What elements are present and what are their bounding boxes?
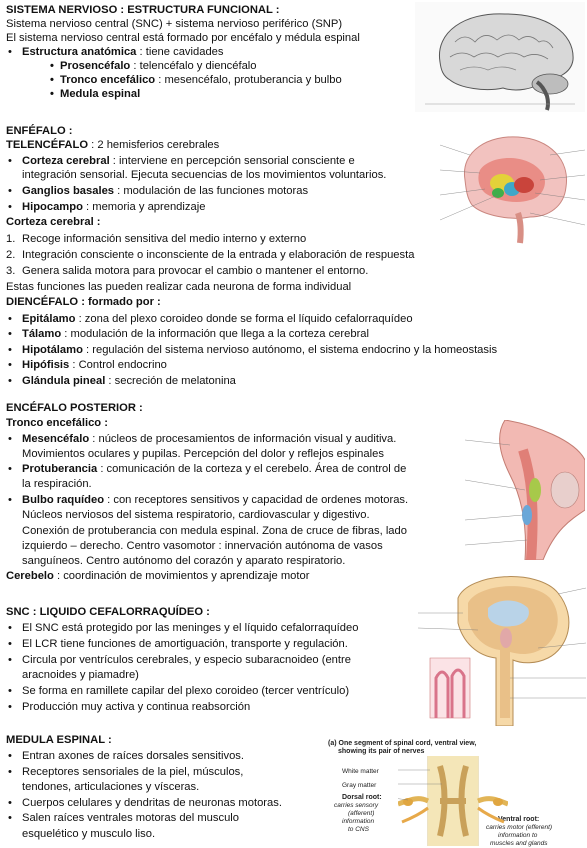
term: Cerebelo xyxy=(6,570,54,582)
text-line: Estas funciones las pueden realizar cada neurona de forma individual xyxy=(6,281,352,293)
item-text: Integración consciente o inconsciente de la entrada y elaboración de respuesta xyxy=(22,249,415,261)
definition: : 2 hemisferios cerebrales xyxy=(88,139,220,151)
bullet-item: • Receptores sensoriales de la piel, músculos, xyxy=(6,765,243,779)
text-continuation: la respiración. xyxy=(22,478,92,490)
bullet-item: • Entran axones de raíces dorsales sensitivos. xyxy=(6,749,244,763)
brain-sagittal-figure xyxy=(415,2,585,112)
text-continuation: izquierdo – derecho. Centro vasomotor : innervación autónoma de vasos xyxy=(22,540,383,552)
text-continuation: aracnoides y piamadre) xyxy=(22,669,139,681)
text-line xyxy=(6,569,309,583)
brainstem-figure xyxy=(465,420,585,560)
text-continuation: Núcleos nerviosos del sistema respiratorio, cardiovascular y digestivo. xyxy=(22,509,370,521)
definition: : modulación de la información que llega a la corteza cerebral xyxy=(61,328,370,340)
label-white-matter: White matter xyxy=(342,768,379,775)
term: Bulbo raquídeo xyxy=(22,494,105,506)
term: Corteza cerebral xyxy=(22,155,110,167)
definition: : Control endocrino xyxy=(69,359,167,371)
figure-title-line2: showing its pair of nerves xyxy=(338,748,425,755)
term: Tronco encefálico xyxy=(60,74,156,86)
term: Hipocampo xyxy=(22,201,83,213)
bullet-item: • Salen raíces ventrales motoras del musculo xyxy=(6,811,239,825)
brain-basal-ganglia-figure xyxy=(440,125,585,250)
term: Mesencéfalo xyxy=(22,433,90,445)
bullet-item: • Circula por ventrículos cerebrales, y especio subaracnoideo (entre xyxy=(6,653,351,667)
bullet-item xyxy=(6,200,205,214)
text-line xyxy=(6,138,219,152)
definition: : zona del plexo coroideo donde se forma el líquido cefalorraquídeo xyxy=(75,313,413,325)
item-text: Genera salida motora para provocar el cambio o mantener el entorno. xyxy=(22,265,369,277)
bullet-item: • El LCR tiene funciones de amortiguación, transporte y regulación. xyxy=(6,637,348,651)
definition: : modulación de las funciones motoras xyxy=(114,185,309,197)
bullet-item xyxy=(6,184,308,198)
label-ventral-root: Ventral root: xyxy=(498,816,540,823)
term: Prosencéfalo xyxy=(60,60,131,72)
sub-bullet-item xyxy=(50,87,140,101)
text-line: Sistema nervioso central (SNC) + sistema nervioso periférico (SNP) xyxy=(6,18,343,30)
definition: : mesencéfalo, protuberancia y bulbo xyxy=(155,74,342,86)
bullet-item xyxy=(6,432,396,446)
spinal-cord-drawing xyxy=(398,756,508,846)
bullet-item: • Se forma en ramillete capilar del plexo coroideo (tercer ventrículo) xyxy=(6,684,349,698)
bullet-item xyxy=(6,374,236,388)
numbered-item: 2. Integración consciente o inconsciente de la entrada y elaboración de respuesta xyxy=(6,249,415,261)
text-line: El sistema nervioso central está formado por encéfalo y médula espinal xyxy=(6,32,360,44)
definition: : núcleos de procesamientos de información visual y auditiva. xyxy=(89,433,397,445)
definition: : tiene cavidades xyxy=(136,46,224,58)
definition: : memoria y aprendizaje xyxy=(82,201,206,213)
text-continuation: Movimientos oculares y pupilas. Percepción del dolor y reflejos espinales xyxy=(22,448,384,460)
numbered-item: 3. Genera salida motora para provocar el cambio o mantener el entorno. xyxy=(6,265,369,277)
label-ventral-root-desc: information to xyxy=(498,832,538,839)
term: Ganglios basales xyxy=(22,185,115,197)
label-dorsal-root: Dorsal root: xyxy=(342,794,382,801)
definition: : secreción de melatonina xyxy=(105,375,236,387)
label-dorsal-root-desc: carries sensory xyxy=(334,802,379,809)
item-text: Recoge información sensitiva del medio interno y externo xyxy=(22,233,307,245)
definition: : regulación del sistema nervioso autónomo, el sistema endocrino y la homeostasis xyxy=(82,344,498,356)
section-title-sistema-nervioso: SISTEMA NERVIOSO : ESTRUCTURA FUNCIONAL : xyxy=(6,4,280,16)
sub-bullet-item xyxy=(50,59,257,73)
term: TELENCÉFALO xyxy=(6,139,89,151)
bullet-item xyxy=(6,493,408,507)
section-title-medula-espinal: MEDULA ESPINAL : xyxy=(6,734,112,746)
text-continuation: sanguíneos. Centro autónomo del corazón y aparato respiratorio. xyxy=(22,555,346,567)
definition: : interviene en percepción sensorial consciente e xyxy=(109,155,355,167)
text-continuation: tendones, articulaciones y vísceras. xyxy=(22,781,200,793)
spinal-cord-figure xyxy=(328,740,586,848)
bullet-item xyxy=(6,358,167,372)
subheading: Corteza cerebral : xyxy=(6,216,101,228)
definition: : telencéfalo y diencéfalo xyxy=(130,60,257,72)
bullet-item: • Producción muy activa y continua reabsorción xyxy=(6,700,250,714)
section-title-lcr: SNC : LIQUIDO CEFALORRAQUÍDEO : xyxy=(6,606,210,618)
bullet-item xyxy=(6,45,223,59)
term: Hipófisis xyxy=(22,359,70,371)
subheading-diencefalo: DIENCÉFALO : formado por : xyxy=(6,296,161,308)
term: Epitálamo xyxy=(22,313,76,325)
text-continuation: integración sensorial. Ejecuta secuencias de los movimientos voluntarios. xyxy=(22,169,387,181)
bullet-item: • El SNC está protegido por las meninges y el líquido cefalorraquídeo xyxy=(6,621,358,635)
section-title-encefalo: ENFÉFALO : xyxy=(6,125,73,137)
bullet-item xyxy=(6,462,406,476)
label-dorsal-root-desc: to CNS xyxy=(348,826,369,833)
term: Hipotálamo xyxy=(22,344,83,356)
label-gray-matter: Gray matter xyxy=(342,782,377,789)
bullet-item: • Cuerpos celulares y dendritas de neuronas motoras. xyxy=(6,796,282,810)
numbered-item: 1. Recoge información sensitiva del medio interno y externo xyxy=(6,233,307,245)
definition: : con receptores sensitivos y capacidad de ordenes motoras. xyxy=(104,494,409,506)
label-dorsal-root-desc: (afferent) xyxy=(348,810,375,817)
term: Glándula pineal xyxy=(22,375,106,387)
subheading: Tronco encefálico : xyxy=(6,417,108,429)
label-dorsal-root-desc: information xyxy=(342,818,375,825)
sub-bullet-item xyxy=(50,73,342,87)
term: Estructura anatómica xyxy=(22,46,137,58)
text-continuation: Conexión de protuberancia con medula espinal. Zona de cruce de fibras, lado xyxy=(22,525,407,537)
term: Medula espinal xyxy=(60,88,141,100)
csf-circulation-figure xyxy=(418,568,586,726)
definition: : coordinación de movimientos y aprendizaje motor xyxy=(53,570,310,582)
bullet-item xyxy=(6,327,369,341)
bullet-item xyxy=(6,312,413,326)
bullet-item xyxy=(6,343,497,357)
term: Tálamo xyxy=(22,328,62,340)
label-ventral-root-desc: carries motor (efferent) xyxy=(486,824,553,831)
term: Protuberancia xyxy=(22,463,98,475)
section-title-encefalo-posterior: ENCÉFALO POSTERIOR : xyxy=(6,402,143,414)
text-continuation: esquelético y musculo liso. xyxy=(22,828,156,840)
bullet-item xyxy=(6,154,355,168)
label-ventral-root-desc: muscles and glands xyxy=(490,840,548,847)
definition: : comunicación de la corteza y el cerebelo. Área de control de xyxy=(97,463,407,475)
figure-title: (a) One segment of spinal cord, ventral view, xyxy=(328,740,477,747)
